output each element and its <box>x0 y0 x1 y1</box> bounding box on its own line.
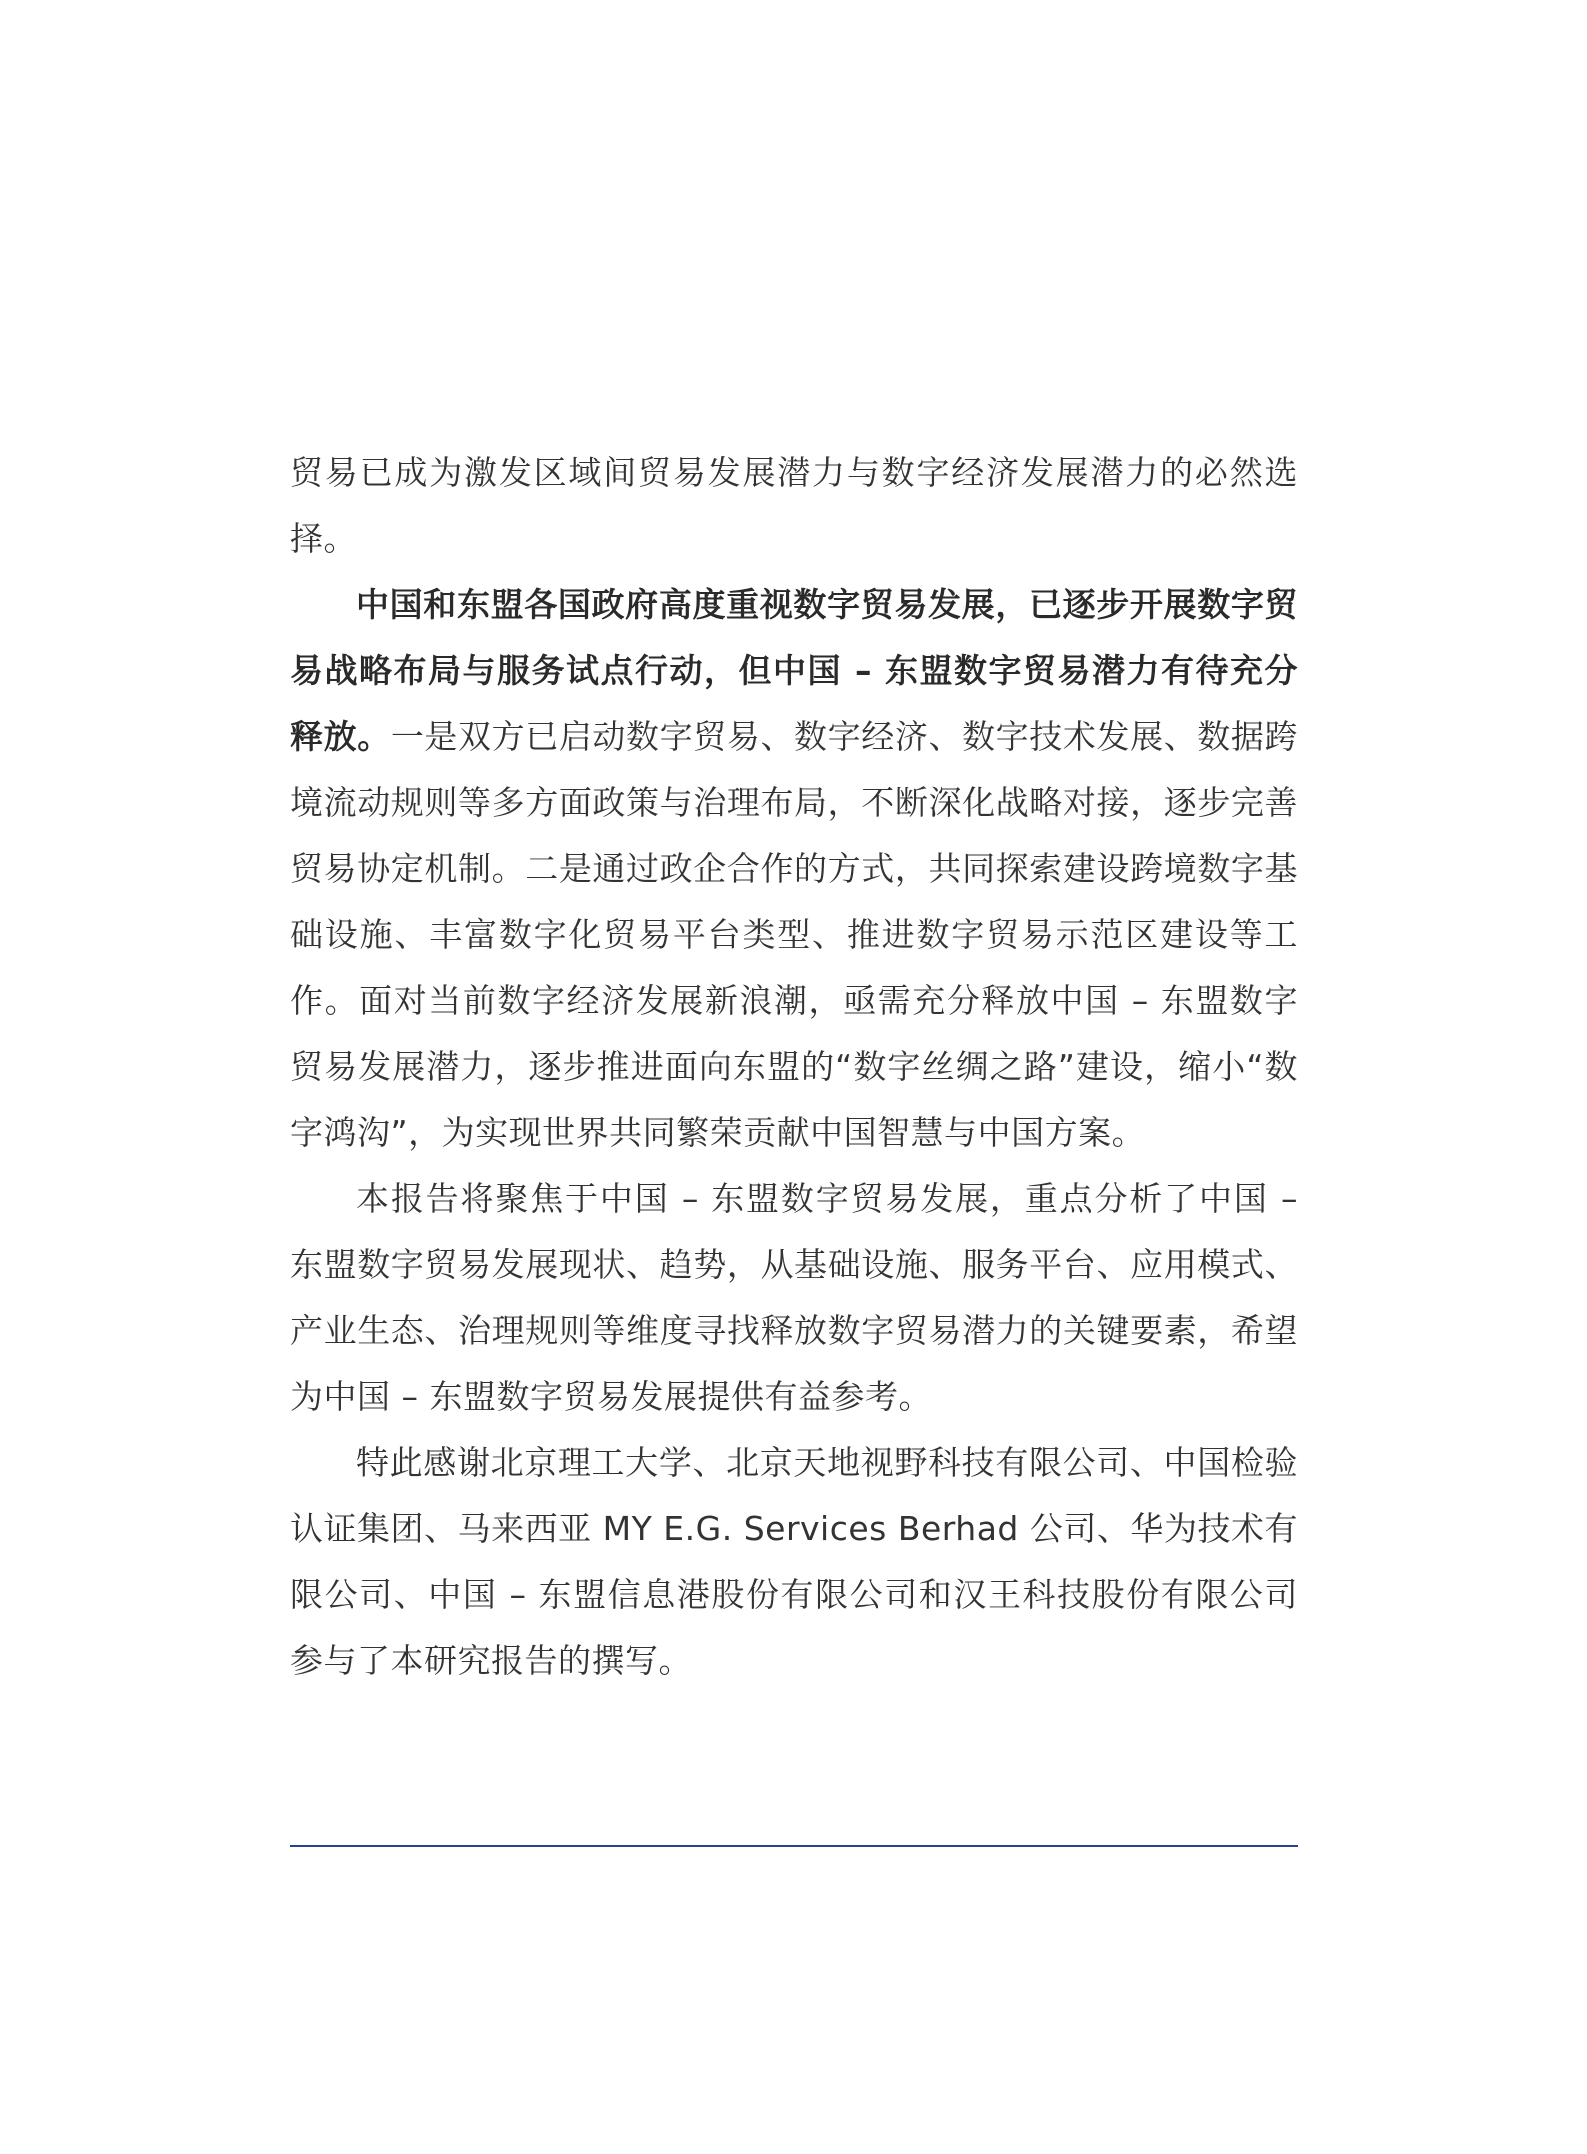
paragraph-intro-continuation <box>290 440 1298 572</box>
footer-divider <box>290 1845 1298 1847</box>
paragraph-acknowledgements <box>290 1430 1298 1694</box>
paragraph-text: 本报告将聚焦于中国 – 东盟数字贸易发展，重点分析了中国 – 东盟数字贸易发展现状、趋势，从基础设施、服务平台、应用模式、产业生态、治理规则等维度寻找释放数字贸易潜力的关键要素，希望为中国 – 东盟数字贸易发展提供有益参考。 <box>290 1179 1298 1416</box>
document-body <box>290 440 1298 1694</box>
paragraph-cooperation-overview <box>290 572 1298 1166</box>
paragraph-bold-lead: 中国和东盟各国政府高度重视数字贸易发展，已逐步开展数字贸易战略布局与服务试点行动，但中国 – 东盟数字贸易潜力有待充分释放。 <box>290 585 1298 756</box>
paragraph-text: 特此感谢北京理工大学、北京天地视野科技有限公司、中国检验认证集团、马来西亚 MY E.G. Services Berhad 公司、华为技术有限公司、中国 – 东盟信息港股份有限公司和汉王科技股份有限公司参与了本研究报告的撰写。 <box>290 1443 1298 1680</box>
paragraph-text: 贸易已成为激发区域间贸易发展潜力与数字经济发展潜力的必然选择。 <box>290 453 1298 558</box>
paragraph-text: 一是双方已启动数字贸易、数字经济、数字技术发展、数据跨境流动规则等多方面政策与治理布局，不断深化战略对接，逐步完善贸易协定机制。二是通过政企合作的方式，共同探索建设跨境数字基础设施、丰富数字化贸易平台类型、推进数字贸易示范区建设等工作。面对当前数字经济发展新浪潮，亟需充分释放中国 – 东盟数字贸易发展潜力，逐步推进面向东盟的“数字丝绸之路”建设，缩小“数字鸿沟”，为实现世界共同繁荣贡献中国智慧与中国方案。 <box>290 717 1299 1152</box>
paragraph-report-focus <box>290 1166 1298 1430</box>
